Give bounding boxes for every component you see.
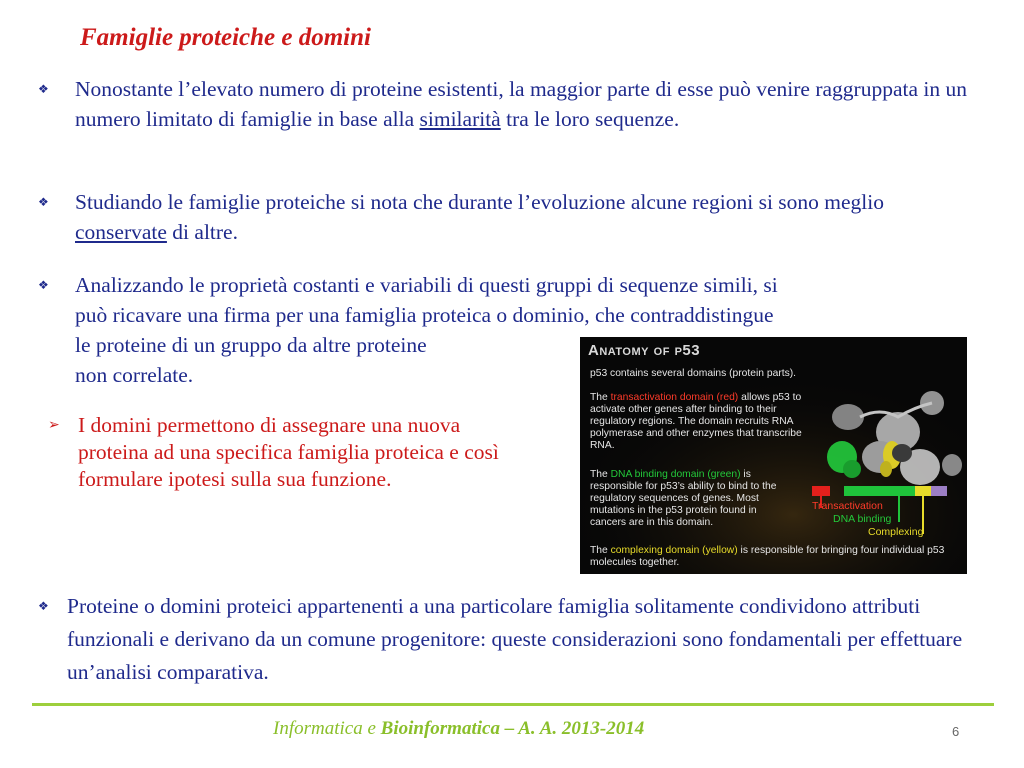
figure-p4-start: The bbox=[590, 545, 611, 556]
p53-anatomy-figure bbox=[580, 337, 967, 574]
page-number: 6 bbox=[952, 724, 960, 739]
figure-p2-end: allows p53 to activate other genes after binding to their regulatory regions. The domain recruits RNA polymerase and other enzymes that transcribe RNA. bbox=[590, 392, 802, 451]
slide-title: Famiglie proteiche e domini bbox=[80, 24, 371, 51]
footer-course-start: Informatica e bbox=[273, 718, 381, 739]
sub-bullet bbox=[48, 412, 528, 493]
figure-paragraph-2 bbox=[590, 392, 805, 452]
figure-paragraph-3 bbox=[590, 469, 790, 529]
diamond-bullet-icon: ❖ bbox=[38, 195, 49, 209]
diamond-bullet-icon: ❖ bbox=[38, 599, 49, 613]
dna-binding-domain-label: DNA binding domain (green) bbox=[610, 469, 741, 480]
bar-label-complexing: Complexing bbox=[868, 526, 924, 538]
bullet-1-text-end: tra le loro sequenze. bbox=[500, 107, 680, 131]
figure-paragraph-1: p53 contains several domains (protein parts). bbox=[590, 368, 797, 379]
bullet-4 bbox=[38, 590, 978, 689]
bullet-2-text bbox=[75, 187, 973, 247]
bullet-2 bbox=[38, 187, 973, 247]
figure-p2-start: The bbox=[590, 392, 611, 403]
sub-bullet-text: I domini permettono di assegnare una nuova proteina ad una specifica famiglia proteica e così formulare ipotesi sulla sua funzione. bbox=[78, 413, 499, 491]
bullet-3-line-2: può ricavare una firma per una famiglia proteica o dominio, che contraddistingue bbox=[75, 303, 774, 327]
similarita-underlined: similarità bbox=[419, 107, 501, 131]
diamond-bullet-icon: ❖ bbox=[38, 278, 49, 292]
bullet-1-text bbox=[75, 74, 968, 134]
diamond-bullet-icon: ❖ bbox=[38, 82, 49, 96]
complexing-domain-label: complexing domain (yellow) bbox=[610, 545, 738, 556]
figure-p3-end: is responsible for p53’s ability to bind to the regulatory sequences of genes. Most mutations in the p53 protein found in cancers are in this domain. bbox=[590, 469, 777, 528]
figure-p4-end: is responsible for bringing four individual p53 molecules together. bbox=[590, 545, 945, 568]
bullet-3-line-1: Analizzando le proprietà costanti e variabili di questi gruppi di sequenze simili, si bbox=[75, 273, 778, 297]
footer-course bbox=[273, 718, 644, 740]
footer-course-bold: Bioinformatica – A. A. 2013-2014 bbox=[380, 718, 645, 739]
bar-label-transactivation: Transactivation bbox=[812, 500, 883, 512]
conservate-underlined: conservate bbox=[75, 220, 167, 244]
bar-label-dna-binding: DNA binding bbox=[833, 513, 892, 525]
bullet-2-text-end: di altre. bbox=[166, 220, 238, 244]
arrow-bullet-icon: ➢ bbox=[48, 418, 60, 433]
figure-title: Anatomy of p53 bbox=[588, 342, 701, 359]
bullet-1-text-start: Nonostante l’elevato numero di proteine esistenti, la maggior parte di esse può venire raggruppata in un numero limitato di famiglie in base alla bbox=[75, 77, 967, 131]
bullet-3-line-4: non correlate. bbox=[75, 363, 194, 387]
bullet-2-text-start: Studiando le famiglie proteiche si nota che durante l’evoluzione alcune regioni si sono meglio bbox=[75, 190, 885, 214]
figure-paragraph-4 bbox=[590, 545, 960, 569]
transactivation-domain-label: transactivation domain (red) bbox=[610, 392, 739, 403]
bullet-1 bbox=[38, 74, 968, 134]
footer-divider bbox=[32, 703, 994, 706]
bullet-3-line-3: le proteine di un gruppo da altre proteine bbox=[75, 333, 427, 357]
bullet-4-text: Proteine o domini proteici appartenenti a una particolare famiglia solitamente condividono attributi funzionali e derivano da un comune progenitore: queste considerazioni sono fondamentali per effettuare un’analisi comparativa. bbox=[67, 594, 963, 684]
figure-p3-start: The bbox=[590, 469, 611, 480]
